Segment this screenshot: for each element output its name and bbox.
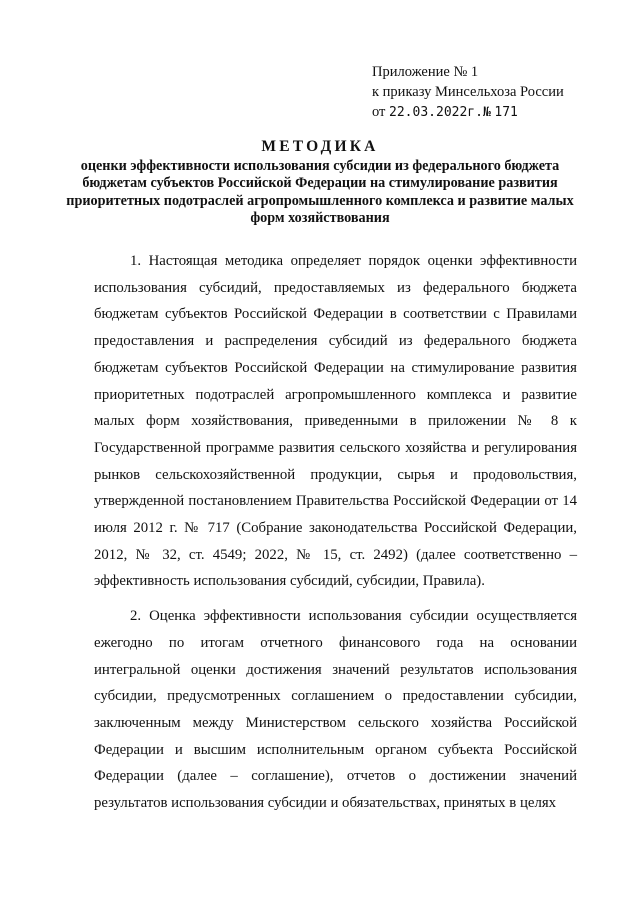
title-block: [60, 137, 580, 227]
document-body: [94, 248, 577, 825]
paragraph-1: 1. Настоящая методика определяет порядок оценки эффективности использования субсидий, предоставляемых из федерального бюджета бюджетам субъектов Российской Федерации в соответствии с Правилами предоставления и распределения субсидий из федерального бюджета бюджетам субъектов Российской Федерации на стимулирование развития приоритетных подотраслей агропромышленного комплекса и развитие малых форм хозяйствования, приведенными в приложении № 8 к Государственной программе развития сельского хозяйства и регулирования рынков сельскохозяйственной продукции, сырья и продовольствия, утвержденной постановлением Правительства Российской Федерации от 14 июля 2012 г. № 717 (Собрание законодательства Российской Федерации, 2012, № 32, ст. 4549; 2022, № 15, ст. 2492) (далее соответственно – эффективность использования субсидий, субсидии, Правила).: [94, 253, 577, 590]
attachment-number: Приложение № 1: [372, 64, 479, 80]
attachment-header: [372, 62, 592, 123]
document-title: МЕТОДИКА: [261, 138, 379, 155]
attachment-date-line: [372, 102, 592, 123]
paragraph-2: 2. Оценка эффективности использования субсидии осуществляется ежегодно по итогам отчетного финансового года на основании интегральной оценки достижения значений результатов использования субсидии, предусмотренных соглашением о предоставлении субсидии, заключенным между Министерством сельского хозяйства Российской Федерации и высшим исполнительным органом субъекта Российской Федерации (далее – соглашение), отчетов о достижении значений результатов использования субсидии и обязательствах, принятых в целях: [94, 608, 577, 812]
document-subtitle: оценки эффективности использования субсидии из федерального бюджета бюджетам субъектов Российской Федерации на стимулирование развития приоритетных подотраслей агропромышленного комплекса и развитие малых форм хозяйствования: [66, 158, 574, 226]
attachment-order-ref: к приказу Минсельхоза России: [372, 84, 564, 100]
attachment-order-number: 171: [494, 105, 518, 120]
attachment-date-prefix: от: [372, 104, 386, 120]
attachment-date: 22.03.2022г.№: [389, 105, 491, 120]
